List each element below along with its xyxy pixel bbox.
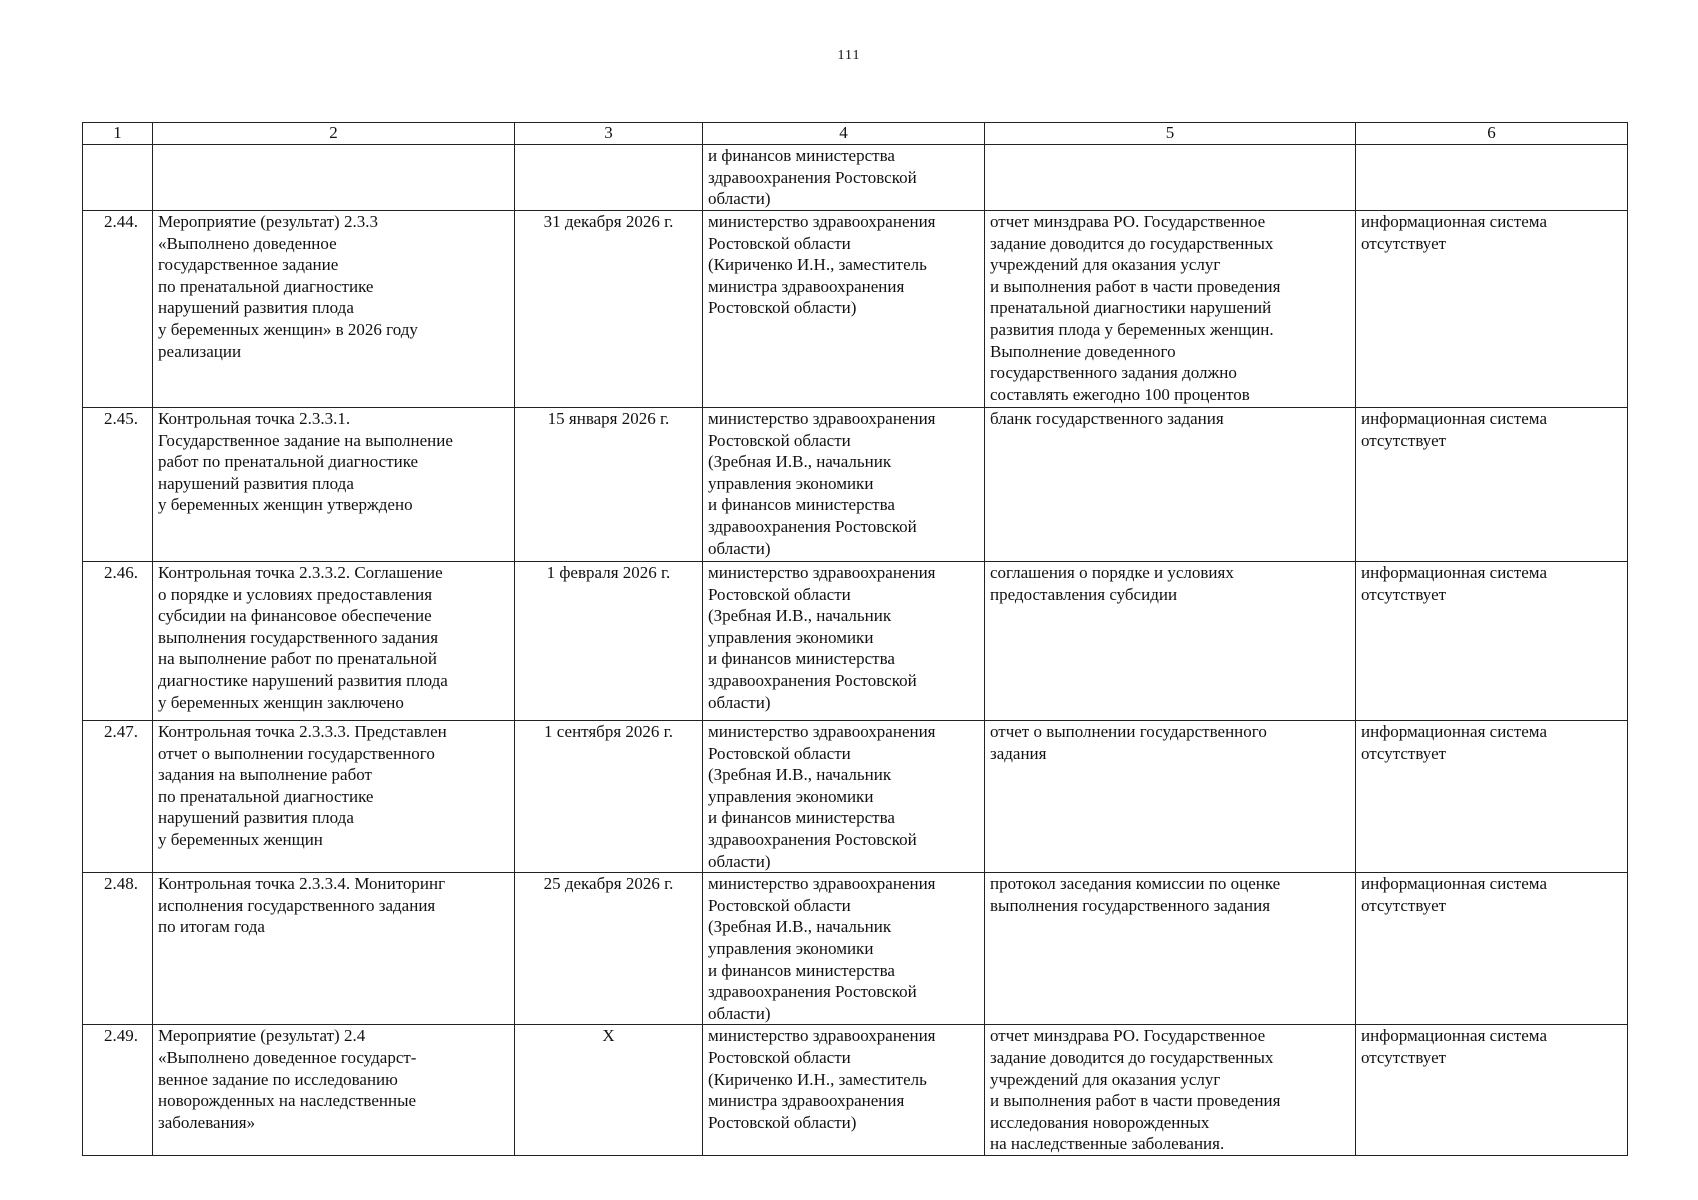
information-system: информационная система отсутствует (1356, 211, 1628, 408)
responsible: министерство здравоохранения Ростовской области (Кириченко И.Н., заместитель министра здравоохранения Ростовской области) (703, 211, 985, 408)
table-row (83, 408, 1628, 562)
column-header: 2 (153, 123, 515, 145)
confirming-document: соглашения о порядке и условиях предоставления субсидии (985, 562, 1356, 721)
row-number: 2.45. (83, 408, 153, 562)
column-header: 6 (1356, 123, 1628, 145)
header-row (83, 123, 1628, 145)
column-header: 5 (985, 123, 1356, 145)
information-system: информационная система отсутствует (1356, 562, 1628, 721)
information-system: информационная система отсутствует (1356, 1025, 1628, 1156)
event-name: Контрольная точка 2.3.3.2. Соглашение о порядке и условиях предоставления субсидии на финансовое обеспечение выполнения государственного задания на выполнение работ по пренатальной диагностике нарушений развития плода у беременных женщин заключено (153, 562, 515, 721)
deadline: 1 сентября 2026 г. (515, 721, 703, 873)
plan-table (82, 122, 1628, 1156)
information-system: информационная система отсутствует (1356, 721, 1628, 873)
column-header: 3 (515, 123, 703, 145)
confirming-document (985, 145, 1356, 211)
table-row (83, 1025, 1628, 1156)
responsible: министерство здравоохранения Ростовской области (Зребная И.В., начальник управления экономики и финансов министерства здравоохранения Ростовской области) (703, 408, 985, 562)
event-name: Контрольная точка 2.3.3.4. Мониторинг исполнения государственного задания по итогам года (153, 873, 515, 1025)
table-row (83, 562, 1628, 721)
row-number: 2.49. (83, 1025, 153, 1156)
page-number: 111 (837, 48, 861, 63)
confirming-document: протокол заседания комиссии по оценке выполнения государственного задания (985, 873, 1356, 1025)
row-number: 2.48. (83, 873, 153, 1025)
deadline: 1 февраля 2026 г. (515, 562, 703, 721)
event-name: Мероприятие (результат) 2.3.3 «Выполнено доведенное государственное задание по пренатальной диагностике нарушений развития плода у беременных женщин» в 2026 году реализации (153, 211, 515, 408)
table-row (83, 873, 1628, 1025)
row-number: 2.47. (83, 721, 153, 873)
event-name (153, 145, 515, 211)
deadline: 31 декабря 2026 г. (515, 211, 703, 408)
column-header: 4 (703, 123, 985, 145)
responsible: министерство здравоохранения Ростовской области (Зребная И.В., начальник управления экономики и финансов министерства здравоохранения Ростовской области) (703, 562, 985, 721)
information-system: информационная система отсутствует (1356, 873, 1628, 1025)
deadline (515, 145, 703, 211)
event-name: Контрольная точка 2.3.3.3. Представлен отчет о выполнении государственного задания на выполнение работ по пренатальной диагностике нарушений развития плода у беременных женщин (153, 721, 515, 873)
column-header: 1 (83, 123, 153, 145)
event-name: Мероприятие (результат) 2.4 «Выполнено доведенное государст- венное задание по исследованию новорожденных на наследственные заболевания» (153, 1025, 515, 1156)
row-number: 2.46. (83, 562, 153, 721)
confirming-document: бланк государственного задания (985, 408, 1356, 562)
confirming-document: отчет о выполнении государственного задания (985, 721, 1356, 873)
confirming-document: отчет минздрава РО. Государственное задание доводится до государственных учреждений для оказания услуг и выполнения работ в части проведения пренатальной диагностики нарушений развития плода у беременных женщин. Выполнение доведенного государственного задания должно составлять ежегодно 100 процентов (985, 211, 1356, 408)
information-system (1356, 145, 1628, 211)
deadline: 15 января 2026 г. (515, 408, 703, 562)
responsible: министерство здравоохранения Ростовской области (Зребная И.В., начальник управления экономики и финансов министерства здравоохранения Ростовской области) (703, 721, 985, 873)
responsible: министерство здравоохранения Ростовской области (Кириченко И.Н., заместитель министра здравоохранения Ростовской области) (703, 1025, 985, 1156)
deadline: X (515, 1025, 703, 1156)
deadline: 25 декабря 2026 г. (515, 873, 703, 1025)
confirming-document: отчет минздрава РО. Государственное задание доводится до государственных учреждений для оказания услуг и выполнения работ в части проведения исследования новорожденных на наследственные заболевания. (985, 1025, 1356, 1156)
information-system: информационная система отсутствует (1356, 408, 1628, 562)
table-row (83, 211, 1628, 408)
event-name: Контрольная точка 2.3.3.1. Государственное задание на выполнение работ по пренатальной диагностике нарушений развития плода у беременных женщин утверждено (153, 408, 515, 562)
responsible: и финансов министерства здравоохранения Ростовской области) (703, 145, 985, 211)
table-row (83, 721, 1628, 873)
responsible: министерство здравоохранения Ростовской области (Зребная И.В., начальник управления экономики и финансов министерства здравоохранения Ростовской области) (703, 873, 985, 1025)
table-row (83, 145, 1628, 211)
row-number: 2.44. (83, 211, 153, 408)
row-number (83, 145, 153, 211)
